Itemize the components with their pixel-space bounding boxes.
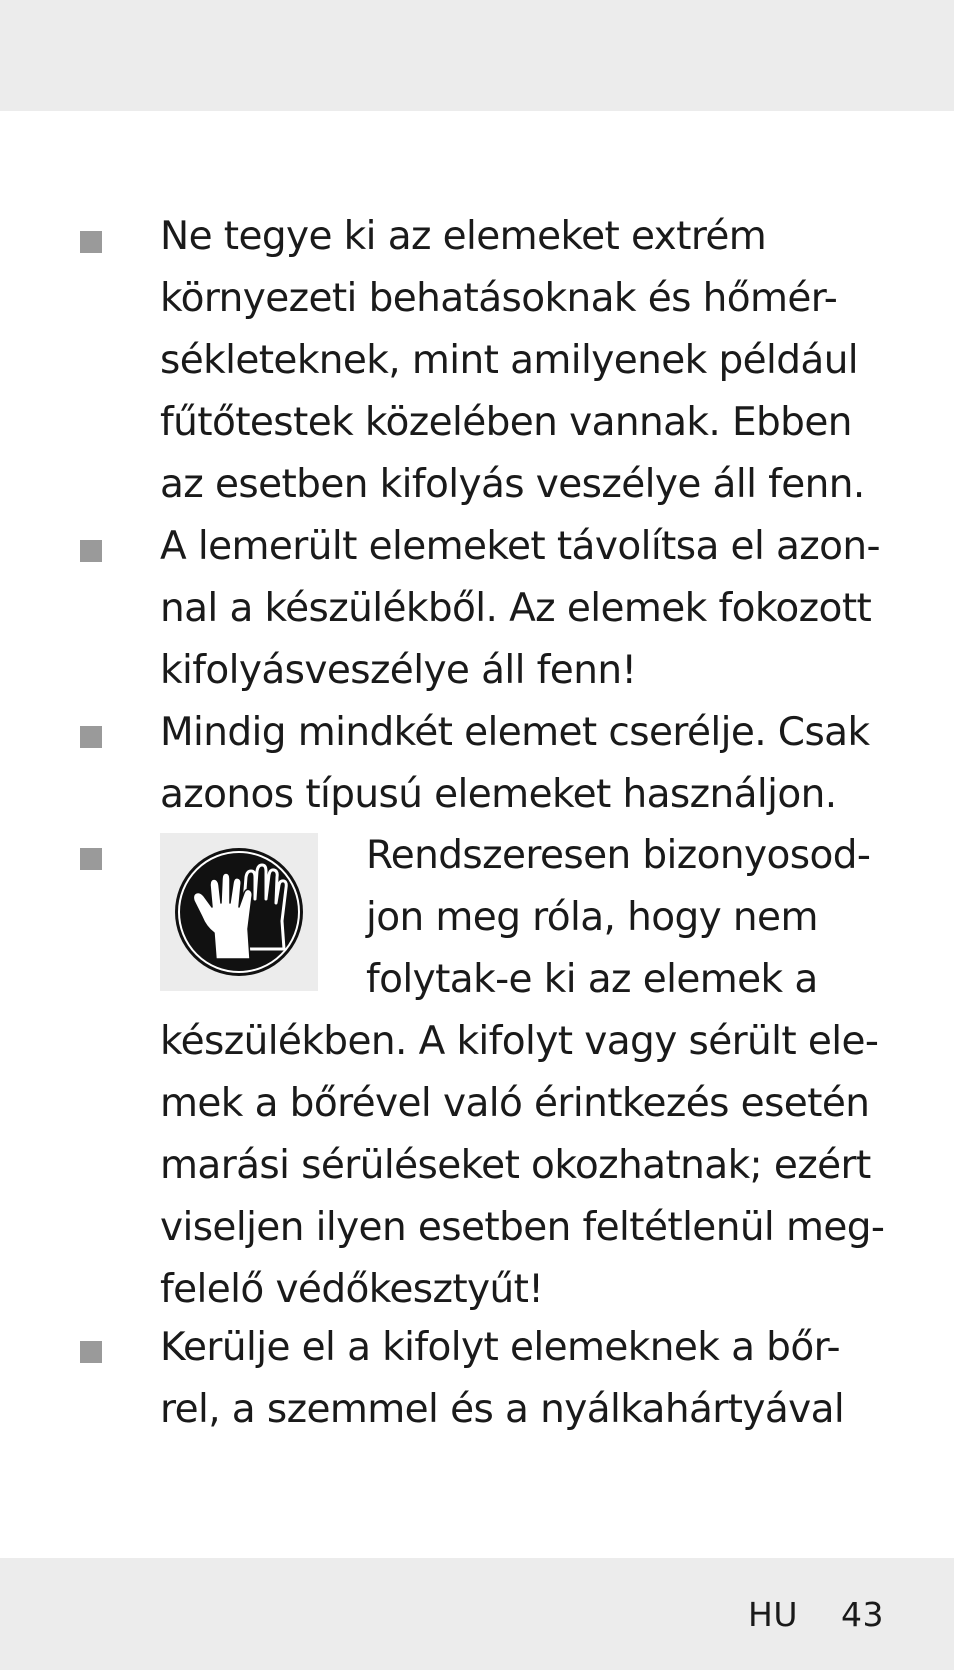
item-4-line-1: Rendszeresen bizonyosod- — [366, 833, 871, 878]
item-4-line-2: jon meg róla, hogy nem — [366, 895, 818, 940]
item-4-line-6: marási sérüléseket okozhatnak; ezért — [160, 1143, 871, 1188]
bullet-marker — [80, 726, 102, 748]
item-3-line-1: Mindig mindkét elemet cserélje. Csak — [160, 710, 870, 755]
bullet-marker — [80, 1341, 102, 1363]
item-5-line-2: rel, a szemmel és a nyálkahártyával — [160, 1387, 845, 1432]
item-1-line-4: fűtőtestek közelében vannak. Ebben — [160, 400, 852, 445]
footer-language: HU — [748, 1595, 798, 1634]
item-2-line-3: kifolyásveszélye áll fenn! — [160, 648, 637, 693]
item-1-line-5: az esetben kifolyás veszélye áll fenn. — [160, 462, 865, 507]
bullet-marker — [80, 231, 102, 253]
bullet-marker — [80, 540, 102, 562]
footer-band — [0, 1558, 954, 1670]
item-4-line-5: mek a bőrével való érintkezés esetén — [160, 1081, 870, 1126]
header-band — [0, 0, 954, 111]
item-4-line-3: folytak-e ki az elemek a — [366, 957, 818, 1002]
item-4-line-4: készülékben. A kifolyt vagy sérült ele- — [160, 1019, 879, 1064]
item-1-line-1: Ne tegye ki az elemeket extrém — [160, 214, 767, 259]
item-4-line-7: viseljen ilyen esetben feltétlenül meg- — [160, 1205, 885, 1250]
item-1-line-2: környezeti behatásoknak és hőmér- — [160, 276, 838, 321]
protective-gloves-icon — [160, 833, 318, 991]
page-number: 43 — [841, 1595, 884, 1634]
item-2-line-2: nal a készülékből. Az elemek fokozott — [160, 586, 872, 631]
item-2-line-1: A lemerült elemeket távolítsa el azon- — [160, 524, 881, 569]
item-4-line-8: felelő védőkesztyűt! — [160, 1267, 544, 1312]
item-5-line-1: Kerülje el a kifolyt elemeknek a bőr- — [160, 1325, 840, 1370]
item-1-line-3: sékleteknek, mint amilyenek például — [160, 338, 859, 383]
bullet-marker — [80, 848, 102, 870]
item-3-line-2: azonos típusú elemeket használjon. — [160, 772, 837, 817]
